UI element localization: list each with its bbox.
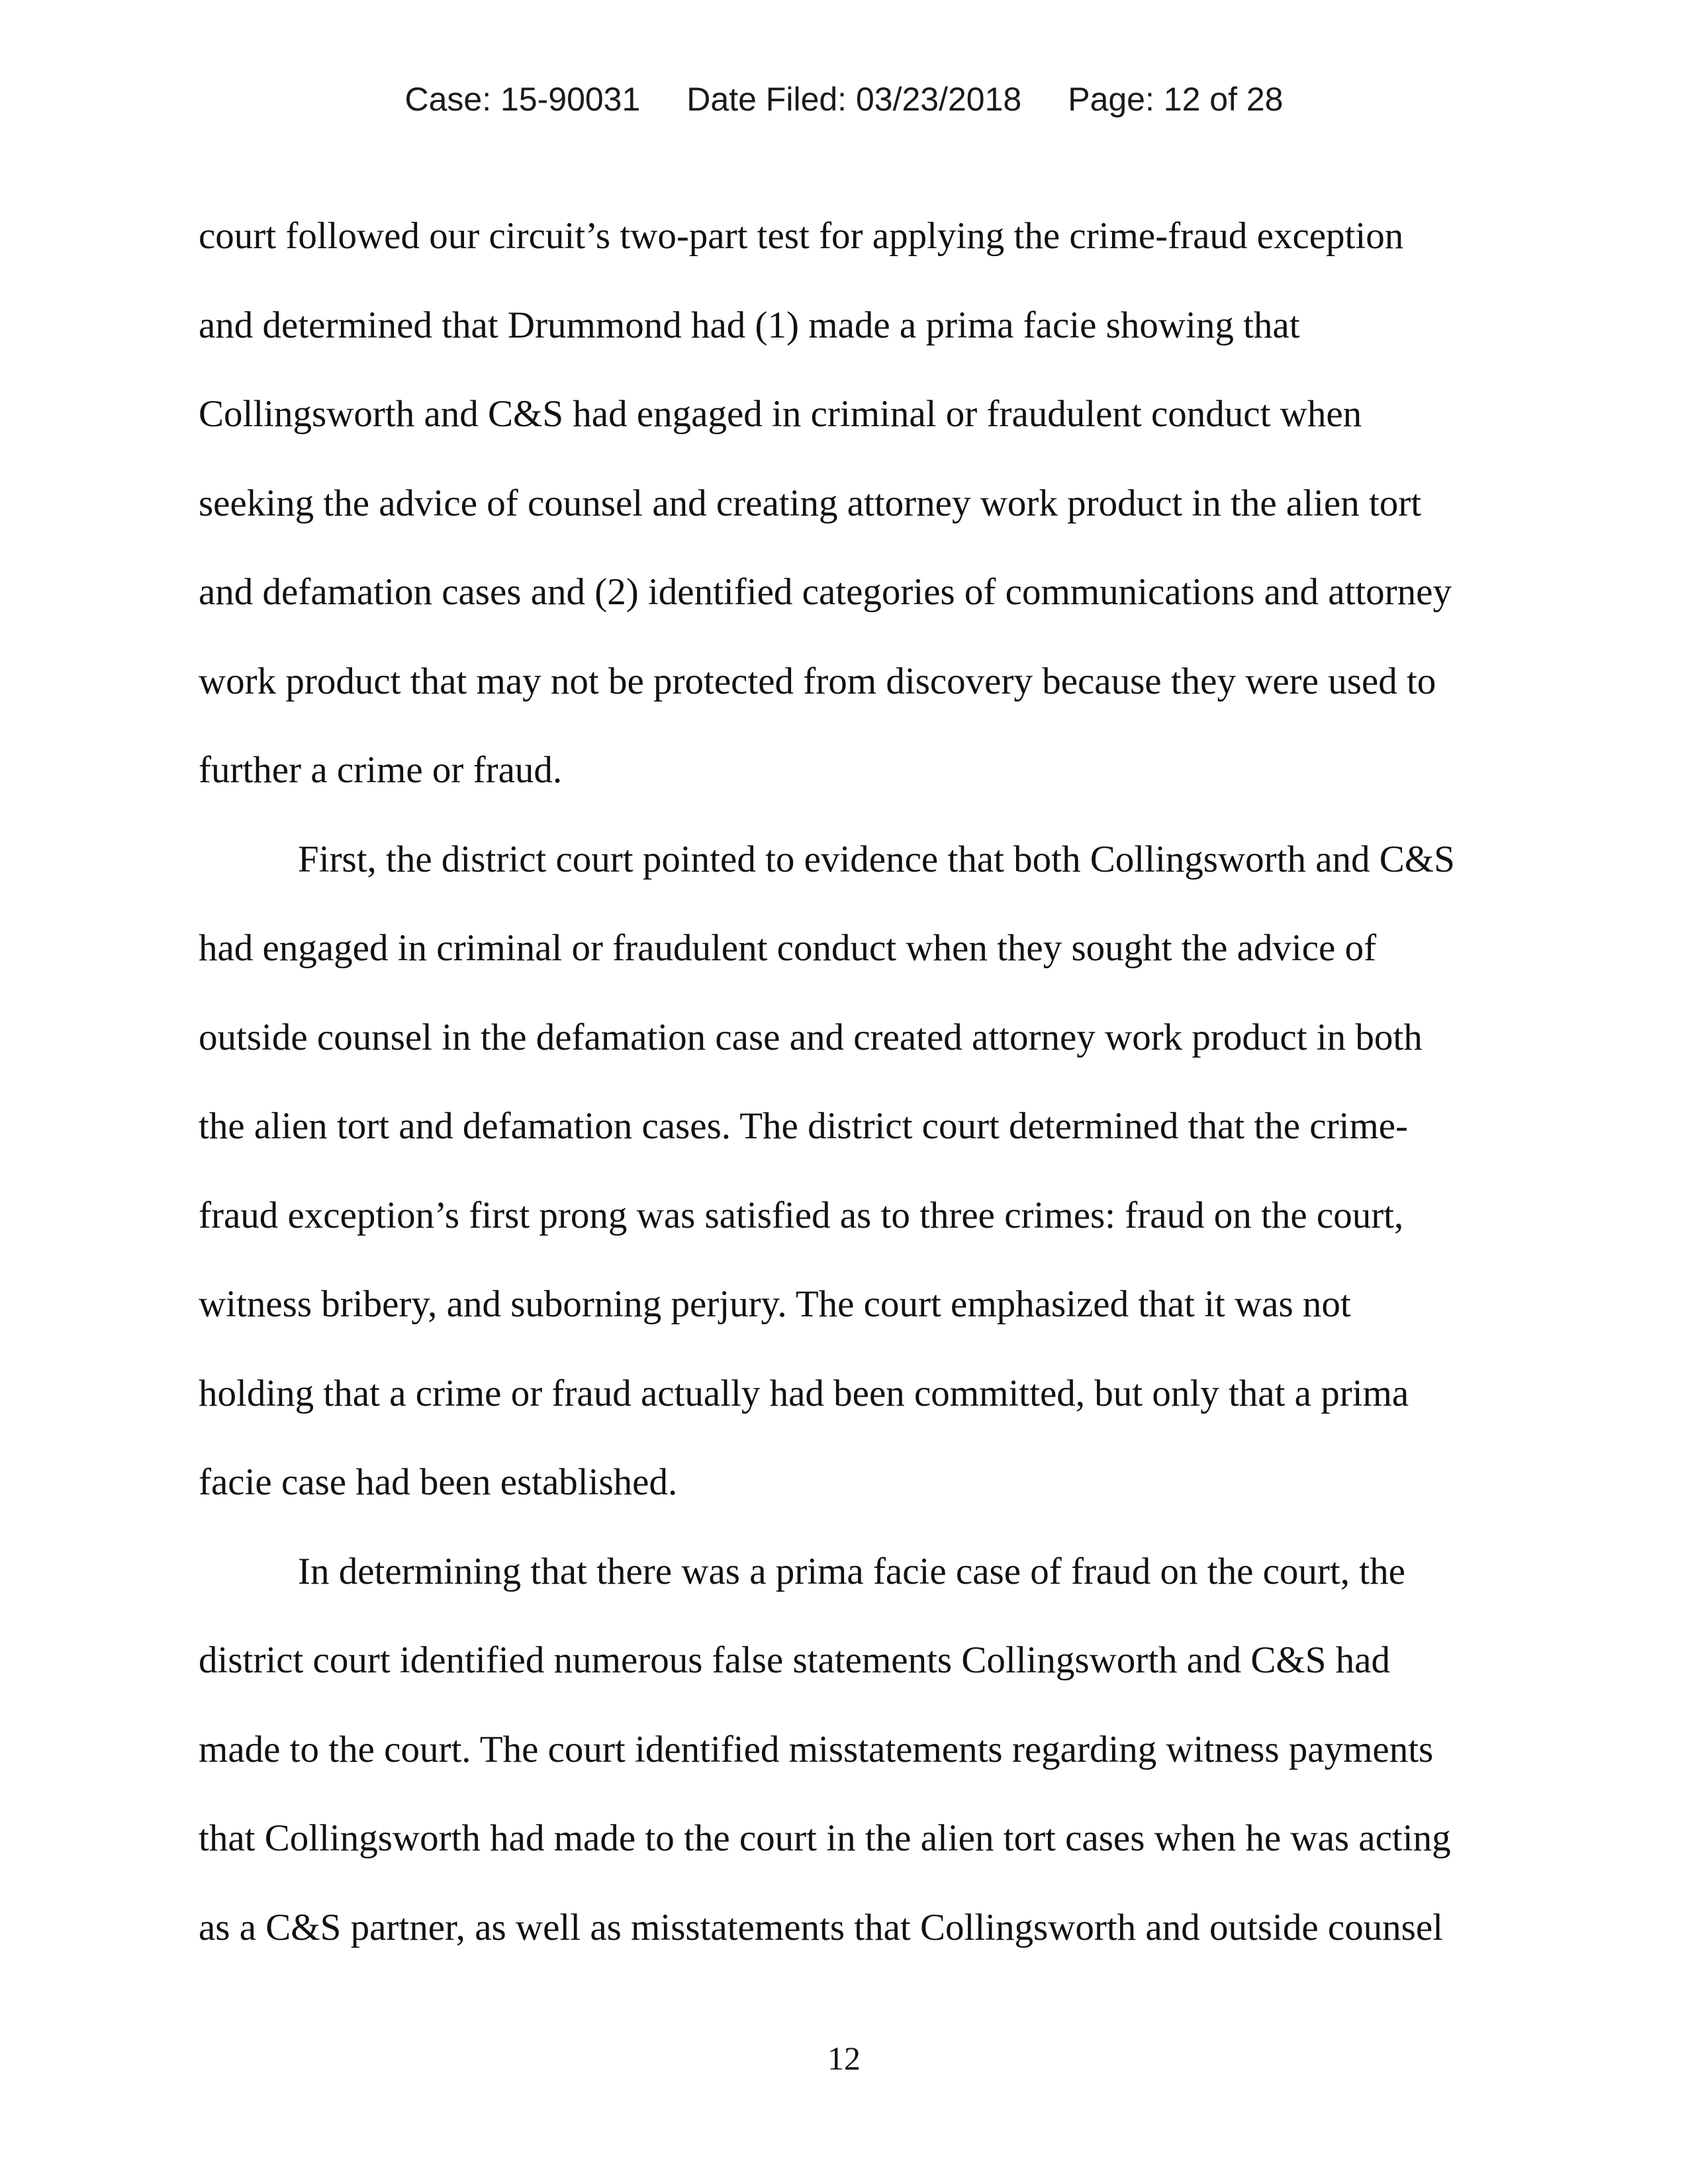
text-line: and determined that Drummond had (1) made a prima facie showing that — [199, 304, 1300, 346]
text-line: made to the court. The court identified misstatements regarding witness payments — [199, 1728, 1434, 1770]
page-indicator: Page: 12 of 28 — [1068, 81, 1284, 118]
text-line: holding that a crime or fraud actually had been committed, but only that a prima — [199, 1372, 1409, 1414]
text-line: as a C&S partner, as well as misstatements that Collingsworth and outside counsel — [199, 1906, 1443, 1948]
text-line: had engaged in criminal or fraudulent conduct when they sought the advice of — [199, 927, 1377, 969]
text-line: outside counsel in the defamation case and created attorney work product in both — [199, 1016, 1423, 1058]
opinion-body — [199, 192, 1503, 1972]
text-line: seeking the advice of counsel and creating attorney work product in the alien tort — [199, 482, 1422, 524]
text-line: work product that may not be protected from discovery because they were used to — [199, 660, 1436, 702]
text-line: witness bribery, and suborning perjury. The court emphasized that it was not — [199, 1283, 1351, 1325]
text-line: district court identified numerous false statements Collingsworth and C&S had — [199, 1639, 1390, 1681]
text-line: and defamation cases and (2) identified categories of communications and attorney — [199, 571, 1452, 613]
case-header — [0, 78, 1688, 120]
date-filed: Date Filed: 03/23/2018 — [686, 81, 1022, 118]
paragraph-first-line: First, the district court pointed to evidence that both Collingsworth and C&S — [298, 838, 1455, 880]
page-number: 12 — [827, 2040, 861, 2077]
paragraph-first-line: In determining that there was a prima facie case of fraud on the court, the — [298, 1550, 1405, 1592]
text-line: Collingsworth and C&S had engaged in criminal or fraudulent conduct when — [199, 393, 1362, 435]
text-line: the alien tort and defamation cases. The district court determined that the crime- — [199, 1105, 1409, 1147]
text-line: fraud exception’s first prong was satisfied as to three crimes: fraud on the court, — [199, 1194, 1404, 1236]
text-line: that Collingsworth had made to the court in the alien tort cases when he was acting — [199, 1817, 1451, 1859]
text-line: court followed our circuit’s two-part test for applying the crime-fraud exception — [199, 215, 1404, 257]
text-line: facie case had been established. — [199, 1461, 678, 1503]
text-line: further a crime or fraud. — [199, 749, 563, 791]
case-number: Case: 15-90031 — [404, 81, 641, 118]
